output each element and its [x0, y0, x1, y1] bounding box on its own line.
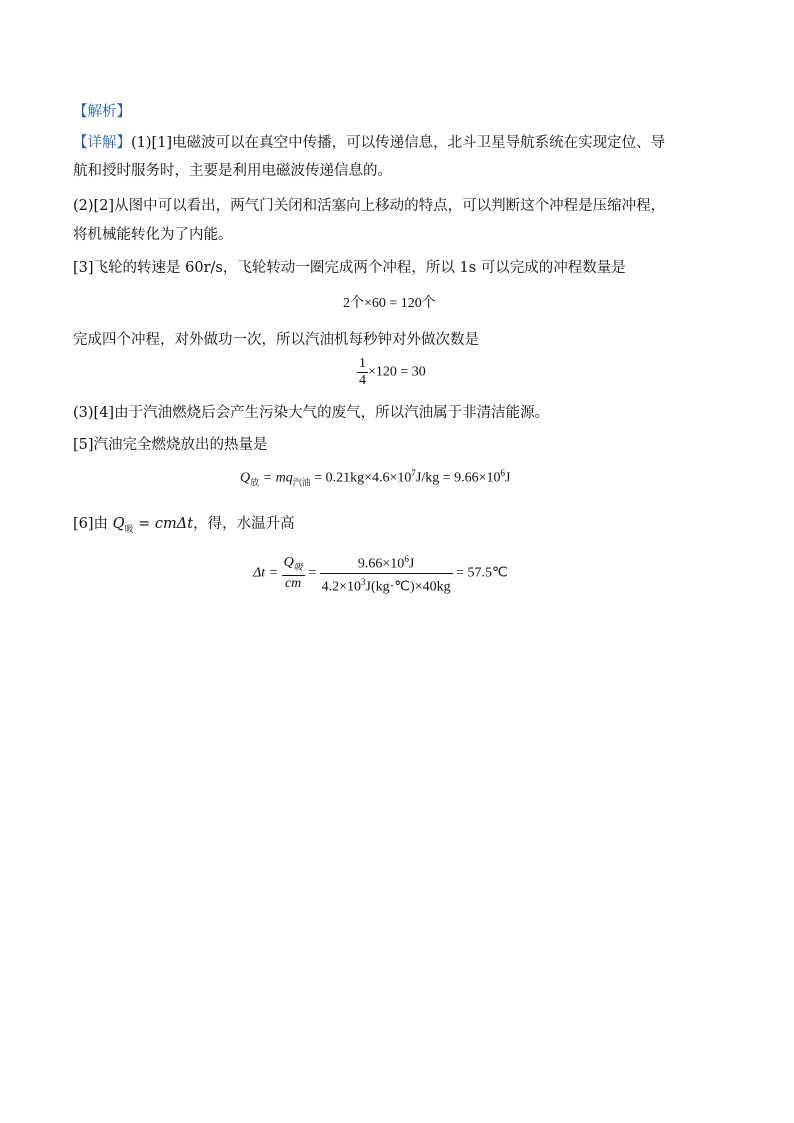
heat-exponent-1: 7	[411, 468, 416, 478]
q-symbol: Q	[283, 554, 294, 570]
q-subscript: 吸	[293, 561, 303, 572]
fraction-q-over-cm	[282, 555, 305, 592]
paragraph-line-6: 完成四个冲程，对外做功一次，所以汽油机每秒钟对外做次数是	[73, 332, 479, 348]
fraction-one-quarter	[357, 356, 368, 389]
fraction-denominator: 4	[359, 373, 366, 388]
fraction-numeric	[320, 551, 453, 595]
heat-absorbed-symbol: Q	[112, 516, 125, 532]
heat-calc-part-2: J/kg = 9.66×10	[415, 470, 501, 486]
numeric-denominator	[320, 574, 453, 596]
mq-term: = mq	[262, 470, 293, 486]
fraction-cm-denominator: cm	[284, 575, 302, 591]
denominator-rest: J(kg·℃)×40kg	[365, 579, 451, 595]
fraction-q-numerator	[282, 555, 305, 576]
paragraph-line-3: (2)[2]从图中可以看出，两气门关闭和活塞向上移动的特点，可以判断这个冲程是压缩冲程，	[73, 198, 666, 214]
equation-strokes-count: 2个×60 = 120个	[343, 296, 436, 311]
numerator-value: 9.66×10	[357, 556, 405, 572]
numerator-unit: J	[408, 556, 415, 572]
absorbed-subscript: 吸	[124, 524, 134, 535]
heat-exponent-2: 6	[500, 468, 506, 478]
analysis-heading: 【解析】	[73, 104, 131, 120]
paragraph-line-7: (3)[4]由于汽油燃烧后会产生污染大气的废气，所以汽油属于非清洁能源。	[73, 405, 550, 421]
detail-tag: 【详解】	[73, 135, 131, 151]
equals-sign: =	[308, 565, 317, 581]
denominator-value: 4.2×10	[321, 579, 362, 595]
heat-subscript: 放	[250, 477, 260, 488]
numerator-exponent: 6	[404, 554, 409, 564]
paragraph-line-9	[73, 514, 295, 540]
heat-symbol: Q	[240, 470, 251, 486]
heat-unit: J	[505, 470, 511, 486]
paragraph-line-2: 航和授时服务时，主要是利用电磁波传递信息的。	[73, 163, 392, 179]
equation-work-count	[357, 356, 426, 389]
numeric-numerator	[320, 551, 453, 574]
equation-work-rest: ×120 = 30	[368, 364, 426, 380]
denominator-exponent: 3	[361, 576, 366, 587]
paragraph-line-4: 将机械能转化为了内能。	[73, 227, 233, 243]
heat-calc-part-1: = 0.21kg×4.6×10	[314, 470, 412, 486]
line-9-prefix: [6]由	[73, 516, 109, 532]
paragraph-line-1	[73, 133, 665, 153]
fraction-numerator: 1	[359, 356, 366, 371]
fuel-subscript: 汽油	[292, 477, 311, 488]
paragraph-line-8: [5]汽油完全燃烧放出的热量是	[73, 437, 268, 453]
equation-heat-released	[240, 468, 511, 488]
line-1-text: (1)[1]电磁波可以在真空中传播，可以传递信息，北斗卫星导航系统在实现定位、导	[131, 135, 666, 151]
line-9-suffix: ，得，水温升高	[193, 516, 295, 532]
heat-formula: = cmΔt	[138, 516, 194, 532]
delta-t-lhs: Δt =	[253, 565, 279, 581]
temperature-result: = 57.5℃	[456, 565, 508, 581]
paragraph-line-5: [3]飞轮的转速是 60r/s，飞轮转动一圈完成两个冲程，所以 1s 可以完成的冲程数量是	[73, 260, 626, 276]
equation-temperature-rise	[253, 551, 508, 595]
